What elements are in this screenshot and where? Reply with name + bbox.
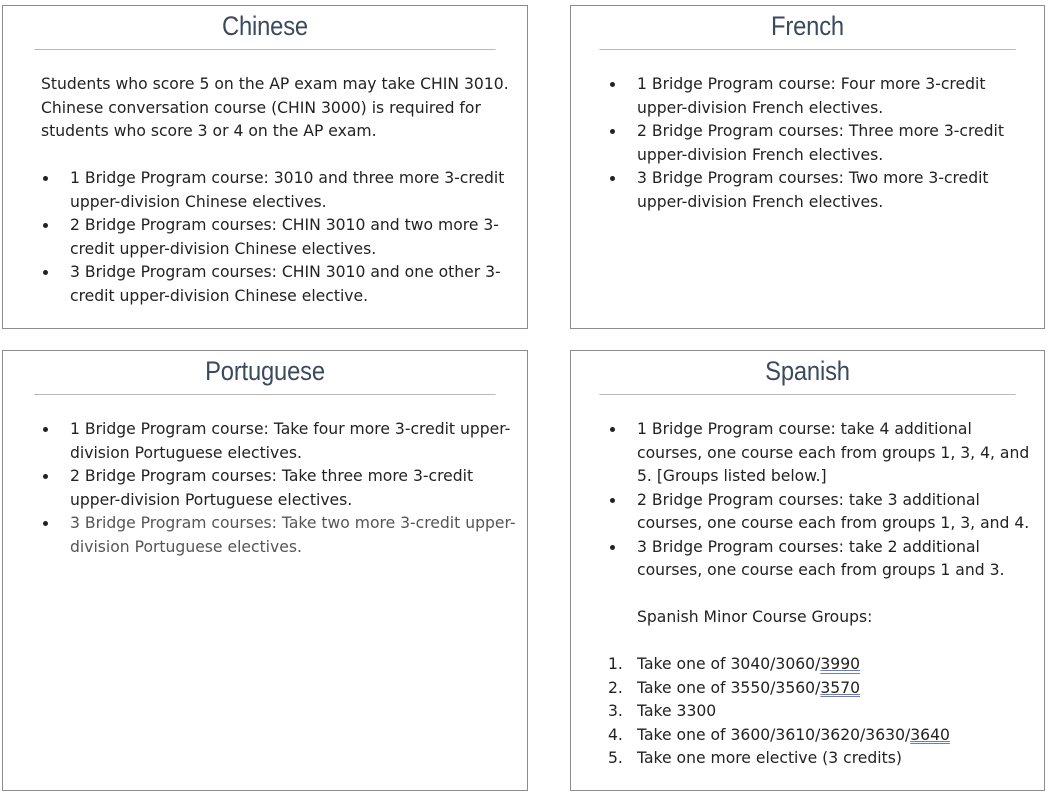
bullet-list [41, 418, 521, 559]
list-item [608, 724, 1040, 748]
panel-body [41, 73, 521, 308]
panel-spanish [570, 350, 1045, 791]
list-item [608, 747, 1040, 771]
item-text: Take one of 3550/3560/ [637, 678, 821, 697]
list-item [608, 653, 1040, 677]
list-item: 2 Bridge Program courses: take 3 additional courses, one course each from groups 1, 3, and 4. [608, 489, 1040, 536]
item-text: Take 3300 [637, 702, 717, 720]
list-item: 2 Bridge Program courses: Three more 3-credit upper-division French electives. [608, 120, 1038, 167]
bullet-list [608, 73, 1038, 214]
groups-heading: Spanish Minor Course Groups: [637, 608, 873, 626]
panel-body [41, 418, 521, 559]
panel-body [608, 418, 1040, 771]
panel-portuguese [2, 350, 528, 791]
item-text: Take one more elective (3 credits) [637, 749, 902, 767]
list-item [608, 700, 1040, 724]
panel-chinese [2, 5, 528, 329]
list-item [608, 677, 1040, 701]
course-link[interactable]: 3990 [820, 655, 861, 673]
bullet-list [608, 418, 1040, 583]
item-number: 3. [608, 702, 623, 720]
list-item: 1 Bridge Program course: Take four more 3-credit upper-division Portuguese electives. [41, 418, 521, 465]
list-item: 3 Bridge Program courses: Two more 3-credit upper-division French electives. [608, 167, 1038, 214]
item-text: Take one of 3040/3060/ [637, 655, 821, 673]
list-item: 1 Bridge Program course: take 4 additional courses, one course each from groups 1, 3, 4, and 5. [Groups listed below.] [608, 418, 1040, 489]
panel-body [608, 73, 1038, 214]
list-item: 1 Bridge Program course: Four more 3-credit upper-division French electives. [608, 73, 1038, 120]
item-number: 5. [608, 749, 623, 767]
panel-title: Spanish [599, 351, 1015, 395]
intro-text: Students who score 5 on the AP exam may take CHIN 3010. Chinese conversation course (CHIN 3000) is required for students who score 3 or 4 on the AP exam. [41, 75, 509, 140]
course-link[interactable]: 3640 [910, 725, 950, 744]
list-item: 1 Bridge Program course: 3010 and three more 3-credit upper-division Chinese electives. [41, 167, 521, 214]
panel-title: French [599, 6, 1015, 50]
list-item: 3 Bridge Program courses: take 2 additional courses, one course each from groups 1 and 3. [608, 536, 1040, 583]
list-item: 3 Bridge Program courses: CHIN 3010 and one other 3-credit upper-division Chinese elective. [41, 261, 521, 308]
list-item: 3 Bridge Program courses: Take two more 3-credit upper-division Portuguese electives. [41, 512, 521, 559]
panel-title: Portuguese [34, 351, 495, 395]
item-number: 1. [608, 655, 623, 673]
item-number: 4. [608, 725, 623, 744]
list-item: 2 Bridge Program courses: Take three more 3-credit upper-division Portuguese electives. [41, 465, 521, 512]
panel-title: Chinese [34, 6, 495, 50]
list-item: 2 Bridge Program courses: CHIN 3010 and two more 3-credit upper-division Chinese electives. [41, 214, 521, 261]
item-number: 2. [608, 678, 623, 697]
course-link[interactable]: 3570 [820, 678, 861, 697]
item-text: Take one of 3600/3610/3620/3630/ [637, 725, 911, 744]
groups-list [608, 653, 1040, 771]
bullet-list [41, 167, 521, 308]
panel-french [570, 5, 1045, 329]
